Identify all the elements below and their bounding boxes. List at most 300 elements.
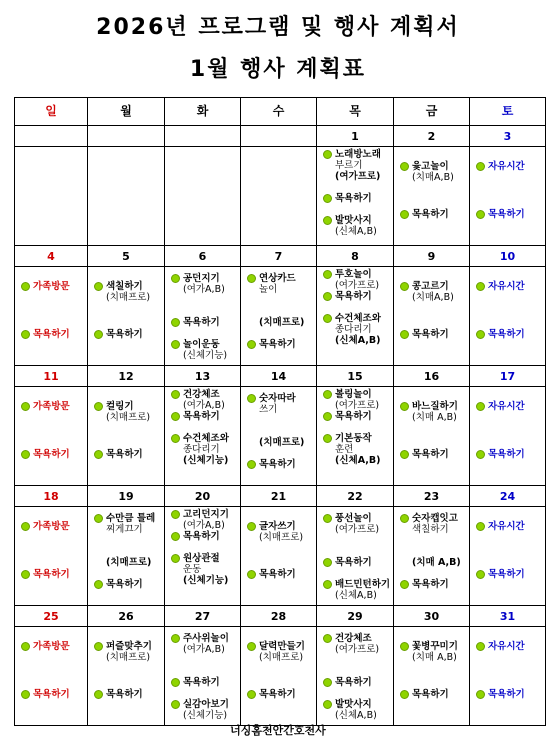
day-cell bbox=[241, 507, 317, 606]
activity-label: 자유시간 bbox=[488, 401, 525, 412]
day-cell bbox=[241, 267, 317, 366]
activity-label: 목욕하기 bbox=[183, 677, 220, 688]
weekday-fri: 금 bbox=[394, 98, 470, 126]
activity-label: 목욕하기 bbox=[33, 689, 70, 700]
date-number: 28 bbox=[241, 606, 317, 627]
bullet-icon bbox=[400, 402, 409, 411]
activity-label: 목욕하기 bbox=[259, 459, 296, 470]
bullet-icon bbox=[171, 532, 180, 541]
activity-sublabel: (신체기능) bbox=[183, 350, 228, 361]
schedule-item bbox=[476, 401, 543, 412]
activity-sublabel: (치매프로) bbox=[259, 532, 304, 543]
schedule-item bbox=[323, 215, 391, 237]
events-row bbox=[15, 147, 546, 246]
activity-label: 가족방문 bbox=[33, 641, 70, 652]
day-cell bbox=[317, 267, 394, 366]
bullet-icon bbox=[476, 690, 485, 699]
bullet-icon bbox=[21, 450, 30, 459]
activity-sublabel: (여가프로) bbox=[335, 644, 380, 655]
bullet-icon bbox=[400, 690, 409, 699]
activity-label: 건강체조 bbox=[335, 633, 372, 644]
activity-label: (신체기능) bbox=[183, 575, 229, 586]
date-number: 23 bbox=[394, 486, 470, 507]
day-cell bbox=[317, 387, 394, 486]
schedule-item bbox=[94, 281, 162, 303]
activity-label: 목욕하기 bbox=[183, 531, 220, 542]
day-cell bbox=[394, 147, 470, 246]
date-number: 1 bbox=[317, 126, 394, 147]
schedule-item bbox=[171, 575, 238, 586]
bullet-icon bbox=[94, 580, 103, 589]
day-cell bbox=[15, 627, 88, 726]
schedule-item bbox=[94, 449, 162, 460]
activity-label: 목욕하기 bbox=[335, 411, 372, 422]
activity-label: 발맛사지 bbox=[335, 699, 372, 710]
bullet-icon bbox=[400, 514, 409, 523]
schedule-item bbox=[400, 281, 467, 303]
activity-label: 수건체조와 bbox=[335, 313, 381, 324]
schedule-item bbox=[171, 317, 238, 328]
activity-label: 목욕하기 bbox=[106, 579, 143, 590]
schedule-item bbox=[476, 329, 543, 340]
day-cell bbox=[165, 387, 241, 486]
weekday-wed: 수 bbox=[241, 98, 317, 126]
day-cell bbox=[88, 627, 165, 726]
schedule-item bbox=[247, 437, 314, 448]
day-cell bbox=[317, 627, 394, 726]
activity-label: 가족방문 bbox=[33, 521, 70, 532]
activity-label: 바느질하기 bbox=[412, 401, 458, 412]
bullet-icon bbox=[323, 390, 332, 399]
day-cell bbox=[165, 267, 241, 366]
activity-label: 목욕하기 bbox=[183, 317, 220, 328]
date-number bbox=[241, 126, 317, 147]
bullet-icon bbox=[323, 558, 332, 567]
bullet-icon bbox=[247, 340, 256, 349]
bullet-icon bbox=[400, 580, 409, 589]
date-number: 31 bbox=[470, 606, 546, 627]
day-cell bbox=[165, 147, 241, 246]
activity-sublabel: (치매 A,B) bbox=[412, 652, 457, 663]
bullet-icon bbox=[323, 412, 332, 421]
activity-label: 공던지기 bbox=[183, 273, 220, 284]
activity-label: 건강체조 bbox=[183, 389, 220, 400]
activity-label: 원상관절 bbox=[183, 553, 220, 564]
activity-label: 숫자따라 bbox=[259, 393, 296, 404]
bullet-icon bbox=[476, 210, 485, 219]
activity-label: 연상카드 bbox=[259, 273, 296, 284]
activity-label: 자유시간 bbox=[488, 161, 525, 172]
schedule-item bbox=[323, 455, 391, 466]
schedule-item bbox=[247, 521, 314, 543]
events-row bbox=[15, 627, 546, 726]
schedule-item bbox=[400, 449, 467, 460]
bullet-icon bbox=[476, 522, 485, 531]
activity-sublabel: (신체A,B) bbox=[335, 226, 377, 237]
activity-label: 목욕하기 bbox=[335, 291, 372, 302]
bullet-icon bbox=[476, 570, 485, 579]
activity-label: 목욕하기 bbox=[412, 329, 449, 340]
activity-sublabel: (여가프로) bbox=[335, 400, 380, 411]
activity-sublabel: (치매A,B) bbox=[412, 172, 454, 183]
date-number: 6 bbox=[165, 246, 241, 267]
day-cell bbox=[15, 147, 88, 246]
activity-label: 기본동작 bbox=[335, 433, 372, 444]
day-cell bbox=[241, 627, 317, 726]
date-number: 15 bbox=[317, 366, 394, 387]
schedule-item bbox=[400, 209, 467, 220]
date-number bbox=[15, 126, 88, 147]
schedule-item bbox=[476, 161, 543, 172]
bullet-icon bbox=[476, 402, 485, 411]
activity-label: 콩고르기 bbox=[412, 281, 449, 292]
schedule-item bbox=[323, 411, 391, 422]
bullet-icon bbox=[247, 570, 256, 579]
bullet-icon bbox=[323, 700, 332, 709]
weekday-tue: 화 bbox=[165, 98, 241, 126]
schedule-item bbox=[171, 455, 238, 466]
day-cell bbox=[15, 387, 88, 486]
activity-sublabel: (치매프로) bbox=[106, 292, 151, 303]
schedule-item bbox=[21, 329, 85, 340]
activity-label: 수만큼 틀레 bbox=[106, 513, 156, 524]
activity-label: 글자쓰기 bbox=[259, 521, 296, 532]
date-number: 9 bbox=[394, 246, 470, 267]
activity-sublabel: (치매 A,B) bbox=[412, 412, 457, 423]
schedule-item bbox=[323, 557, 391, 568]
bullet-icon bbox=[94, 642, 103, 651]
bullet-icon bbox=[21, 282, 30, 291]
schedule-item bbox=[171, 553, 238, 575]
schedule-item bbox=[323, 193, 391, 204]
bullet-icon bbox=[400, 450, 409, 459]
schedule-item bbox=[400, 641, 467, 663]
bullet-icon bbox=[94, 690, 103, 699]
activity-label: (치매프로) bbox=[106, 557, 152, 568]
activity-label: 놀이운동 bbox=[183, 339, 220, 350]
schedule-item bbox=[94, 329, 162, 340]
activity-label: 목욕하기 bbox=[488, 689, 525, 700]
activity-label: 자유시간 bbox=[488, 281, 525, 292]
activity-label: 목욕하기 bbox=[412, 579, 449, 590]
bullet-icon bbox=[171, 700, 180, 709]
schedule-item bbox=[400, 689, 467, 700]
activity-sublabel: 놀이 bbox=[259, 284, 278, 295]
schedule-item bbox=[21, 689, 85, 700]
schedule-item bbox=[171, 433, 238, 455]
day-cell bbox=[88, 387, 165, 486]
activity-label: 목욕하기 bbox=[488, 449, 525, 460]
activity-label: 목욕하기 bbox=[488, 329, 525, 340]
date-row bbox=[15, 366, 546, 387]
date-number: 17 bbox=[470, 366, 546, 387]
schedule-item bbox=[247, 689, 314, 700]
activity-label: (신체A,B) bbox=[335, 455, 381, 466]
activity-label: 투호놀이 bbox=[335, 269, 372, 280]
activity-sublabel: (여가프로) bbox=[335, 280, 380, 291]
activity-sublabel: 쓰기 bbox=[259, 404, 278, 415]
activity-label: 컬링기 bbox=[106, 401, 134, 412]
schedule-item bbox=[94, 641, 162, 663]
activity-sublabel: (신체A,B) bbox=[335, 590, 377, 601]
events-row bbox=[15, 507, 546, 606]
bullet-icon bbox=[171, 634, 180, 643]
schedule-item bbox=[21, 449, 85, 460]
day-cell bbox=[241, 387, 317, 486]
schedule-item bbox=[476, 641, 543, 652]
date-number: 30 bbox=[394, 606, 470, 627]
activity-label: 목욕하기 bbox=[106, 449, 143, 460]
activity-sublabel: (신체A,B) bbox=[335, 710, 377, 721]
bullet-icon bbox=[171, 678, 180, 687]
bullet-icon bbox=[323, 580, 332, 589]
activity-label: 숫자캡잇고 bbox=[412, 513, 458, 524]
day-cell bbox=[470, 507, 546, 606]
bullet-icon bbox=[171, 340, 180, 349]
date-number: 7 bbox=[241, 246, 317, 267]
schedule-item bbox=[323, 313, 391, 335]
schedule-item bbox=[247, 569, 314, 580]
bullet-icon bbox=[476, 282, 485, 291]
bullet-icon bbox=[171, 510, 180, 519]
date-number: 5 bbox=[88, 246, 165, 267]
day-cell bbox=[241, 147, 317, 246]
schedule-item bbox=[400, 401, 467, 423]
bullet-icon bbox=[476, 330, 485, 339]
activity-label: 목욕하기 bbox=[488, 569, 525, 580]
activity-sublabel: (치매프로) bbox=[106, 412, 151, 423]
bullet-icon bbox=[171, 412, 180, 421]
bullet-icon bbox=[476, 642, 485, 651]
schedule-item bbox=[476, 281, 543, 292]
bullet-icon bbox=[247, 274, 256, 283]
day-cell bbox=[394, 507, 470, 606]
schedule-item bbox=[400, 513, 467, 535]
date-row bbox=[15, 486, 546, 507]
activity-label: (치매프로) bbox=[259, 437, 305, 448]
activity-sublabel: 운동 bbox=[183, 564, 202, 575]
date-number: 3 bbox=[470, 126, 546, 147]
date-number: 16 bbox=[394, 366, 470, 387]
schedule-item bbox=[400, 329, 467, 340]
activity-label: 색칠하기 bbox=[106, 281, 143, 292]
activity-label: 목욕하기 bbox=[183, 411, 220, 422]
activity-sublabel: (여가A,B) bbox=[183, 400, 225, 411]
activity-label: (치매 A,B) bbox=[412, 557, 461, 568]
activity-label: 목욕하기 bbox=[259, 689, 296, 700]
schedule-item bbox=[94, 579, 162, 590]
page-title: 2026년 프로그램 및 행사 계획서 bbox=[96, 15, 460, 40]
bullet-icon bbox=[323, 634, 332, 643]
schedule-item bbox=[400, 579, 467, 590]
schedule-item bbox=[400, 557, 467, 568]
schedule-item bbox=[247, 317, 314, 328]
schedule-item bbox=[171, 633, 238, 655]
bullet-icon bbox=[323, 314, 332, 323]
activity-sublabel: (여가프로) bbox=[335, 524, 380, 535]
activity-label: 목욕하기 bbox=[488, 209, 525, 220]
day-cell bbox=[394, 267, 470, 366]
schedule-item bbox=[171, 531, 238, 542]
activity-label: 목욕하기 bbox=[33, 569, 70, 580]
date-number: 12 bbox=[88, 366, 165, 387]
day-cell bbox=[15, 507, 88, 606]
schedule-item bbox=[94, 513, 162, 535]
bullet-icon bbox=[323, 194, 332, 203]
bullet-icon bbox=[476, 162, 485, 171]
weekday-sat: 토 bbox=[470, 98, 546, 126]
schedule-item bbox=[323, 677, 391, 688]
date-number: 22 bbox=[317, 486, 394, 507]
date-number: 13 bbox=[165, 366, 241, 387]
date-number: 10 bbox=[470, 246, 546, 267]
weekday-header-row bbox=[15, 98, 546, 126]
schedule-item bbox=[171, 699, 238, 721]
day-cell bbox=[470, 627, 546, 726]
activity-label: 목욕하기 bbox=[412, 689, 449, 700]
schedule-item bbox=[323, 579, 391, 601]
day-cell bbox=[317, 507, 394, 606]
schedule-item bbox=[323, 513, 391, 535]
schedule-item bbox=[171, 411, 238, 422]
date-row bbox=[15, 246, 546, 267]
day-cell bbox=[470, 267, 546, 366]
bullet-icon bbox=[94, 330, 103, 339]
bullet-icon bbox=[400, 282, 409, 291]
activity-label: 달력만들기 bbox=[259, 641, 305, 652]
bullet-icon bbox=[171, 318, 180, 327]
schedule-item bbox=[94, 401, 162, 423]
schedule-item bbox=[247, 339, 314, 350]
schedule-item bbox=[323, 269, 391, 291]
day-cell bbox=[470, 387, 546, 486]
bullet-icon bbox=[247, 690, 256, 699]
weekday-mon: 월 bbox=[88, 98, 165, 126]
activity-sublabel: (치매프로) bbox=[259, 652, 304, 663]
bullet-icon bbox=[400, 210, 409, 219]
bullet-icon bbox=[94, 514, 103, 523]
activity-sublabel: 종다리기 bbox=[183, 444, 220, 455]
date-number: 11 bbox=[15, 366, 88, 387]
day-cell bbox=[165, 627, 241, 726]
activity-label: 고리던지기 bbox=[183, 509, 229, 520]
bullet-icon bbox=[21, 402, 30, 411]
schedule-item bbox=[323, 291, 391, 302]
schedule-item bbox=[171, 509, 238, 531]
schedule-item bbox=[323, 171, 391, 182]
schedule-item bbox=[323, 433, 391, 455]
bullet-icon bbox=[171, 554, 180, 563]
bullet-icon bbox=[247, 394, 256, 403]
activity-sublabel: (치매A,B) bbox=[412, 292, 454, 303]
activity-sublabel: (여가A,B) bbox=[183, 644, 225, 655]
activity-label: 노래방노래 bbox=[335, 149, 381, 160]
activity-label: 목욕하기 bbox=[259, 569, 296, 580]
schedule-item bbox=[247, 393, 314, 415]
day-cell bbox=[15, 267, 88, 366]
day-cell bbox=[88, 147, 165, 246]
activity-label: 주사위놀이 bbox=[183, 633, 229, 644]
activity-label: 가족방문 bbox=[33, 401, 70, 412]
activity-label: 윷고놀이 bbox=[412, 161, 449, 172]
date-number: 26 bbox=[88, 606, 165, 627]
day-cell bbox=[394, 387, 470, 486]
activity-label: 가족방문 bbox=[33, 281, 70, 292]
date-number: 19 bbox=[88, 486, 165, 507]
date-number: 18 bbox=[15, 486, 88, 507]
day-cell bbox=[165, 507, 241, 606]
bullet-icon bbox=[323, 434, 332, 443]
schedule-item bbox=[476, 209, 543, 220]
date-number: 27 bbox=[165, 606, 241, 627]
schedule-item bbox=[21, 401, 85, 412]
activity-sublabel: 찌게끄기 bbox=[106, 524, 143, 535]
day-cell bbox=[317, 147, 394, 246]
activity-label: (치매프로) bbox=[259, 317, 305, 328]
date-number bbox=[88, 126, 165, 147]
activity-label: 퍼즐맞추기 bbox=[106, 641, 152, 652]
page-subtitle: 1월 행사 계획표 bbox=[189, 57, 367, 82]
bullet-icon bbox=[247, 522, 256, 531]
bullet-icon bbox=[400, 642, 409, 651]
activity-label: 발맛사지 bbox=[335, 215, 372, 226]
activity-label: 목욕하기 bbox=[335, 557, 372, 568]
schedule-item bbox=[21, 641, 85, 652]
activity-sublabel: (여가A,B) bbox=[183, 520, 225, 531]
schedule-item bbox=[247, 273, 314, 295]
activity-label: 목욕하기 bbox=[33, 449, 70, 460]
activity-label: 목욕하기 bbox=[106, 689, 143, 700]
activity-sublabel: 색칠하기 bbox=[412, 524, 449, 535]
date-number: 2 bbox=[394, 126, 470, 147]
bullet-icon bbox=[94, 402, 103, 411]
schedule-item bbox=[476, 689, 543, 700]
bullet-icon bbox=[21, 642, 30, 651]
schedule-item bbox=[171, 389, 238, 411]
activity-label: 수건체조와 bbox=[183, 433, 229, 444]
bullet-icon bbox=[94, 282, 103, 291]
bullet-icon bbox=[171, 274, 180, 283]
activity-sublabel: (치매프로) bbox=[106, 652, 151, 663]
activity-label: (신체A,B) bbox=[335, 335, 381, 346]
schedule-item bbox=[21, 281, 85, 292]
activity-label: 목욕하기 bbox=[412, 209, 449, 220]
date-number: 8 bbox=[317, 246, 394, 267]
date-row bbox=[15, 126, 546, 147]
date-number: 29 bbox=[317, 606, 394, 627]
calendar-table bbox=[14, 97, 546, 726]
bullet-icon bbox=[323, 150, 332, 159]
schedule-item bbox=[323, 335, 391, 346]
schedule-item bbox=[323, 699, 391, 721]
date-number bbox=[165, 126, 241, 147]
activity-label: 목욕하기 bbox=[335, 193, 372, 204]
schedule-item bbox=[171, 677, 238, 688]
schedule-item bbox=[323, 633, 391, 655]
schedule-item bbox=[476, 449, 543, 460]
date-number: 14 bbox=[241, 366, 317, 387]
bullet-icon bbox=[94, 450, 103, 459]
bullet-icon bbox=[171, 390, 180, 399]
day-cell bbox=[470, 147, 546, 246]
bullet-icon bbox=[21, 330, 30, 339]
bullet-icon bbox=[323, 292, 332, 301]
schedule-item bbox=[171, 273, 238, 295]
schedule-item bbox=[94, 557, 162, 568]
bullet-icon bbox=[21, 690, 30, 699]
bullet-icon bbox=[400, 330, 409, 339]
activity-sublabel: (신체기능) bbox=[183, 710, 228, 721]
